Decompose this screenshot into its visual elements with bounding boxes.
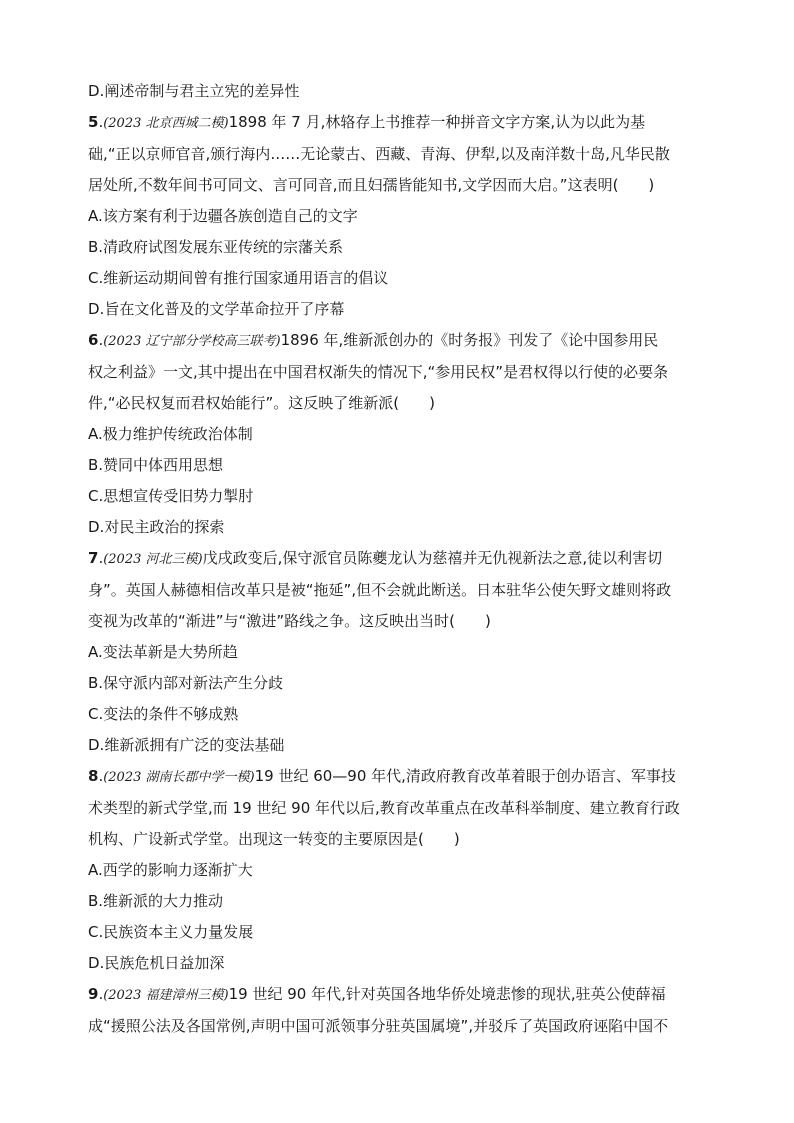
question-source: (2023 辽宁部分学校高三联考) bbox=[103, 334, 281, 349]
question-number: 7 bbox=[88, 549, 99, 567]
question-source: (2023 湖南长郡中学一模) bbox=[103, 770, 255, 785]
question-source: (2023 福建漳州三模) bbox=[103, 988, 229, 1003]
question-number: 8 bbox=[88, 767, 99, 785]
option-b: B.维新派的大力推动 bbox=[88, 892, 224, 910]
question-source: (2023 北京西城二模) bbox=[103, 116, 229, 131]
question-5-line-3: 居处所,不数年间书可同文、言可同音,而且妇孺皆能知书,文学因而大启。”这表明( ) bbox=[88, 176, 655, 194]
option-d: D.对民主政治的探索 bbox=[88, 518, 225, 536]
option-c: C.思想宣传受旧势力掣肘 bbox=[88, 487, 254, 505]
option-b: B.赞同中体西用思想 bbox=[88, 456, 224, 474]
question-text: 1898 年 7 月,林辂存上书推荐一种拼音文字方案,认为以此为基 bbox=[228, 113, 646, 131]
question-8-line-2: 术类型的新式学堂,而 19 世纪 90 年代以后,教育改革重点在改革科举制度、建立教育行政 bbox=[88, 799, 680, 817]
option-d-previous: D.阐述帝制与君主立宪的差异性 bbox=[88, 82, 300, 100]
option-a: A.该方案有利于边疆各族创造自己的文字 bbox=[88, 207, 358, 225]
question-6-line-3: 件,“必民权复而君权始能行”。这反映了维新派( ) bbox=[88, 394, 436, 412]
question-7-line-2: 身”。英国人赫德相信改革只是被“拖延”,但不会就此断送。日本驻华公使矢野文雄则将政 bbox=[88, 581, 672, 599]
option-a: A.极力维护传统政治体制 bbox=[88, 425, 253, 443]
question-text: 19 世纪 90 年代,针对英国各地华侨处境悲惨的现状,驻英公使薛福 bbox=[228, 985, 666, 1003]
question-8-line-3: 机构、广设新式学堂。出现这一转变的主要原因是( ) bbox=[88, 830, 460, 848]
option-c: C.变法的条件不够成熟 bbox=[88, 705, 239, 723]
question-text: 19 世纪 60—90 年代,清政府教育改革着眼于创办语言、军事技 bbox=[254, 767, 676, 785]
question-9-line-1: 9.(2023 福建漳州三模)19 世纪 90 年代,针对英国各地华侨处境悲惨的现状,驻英公使薛福 bbox=[88, 985, 666, 1003]
option-c: C.维新运动期间曾有推行国家通用语言的倡议 bbox=[88, 269, 389, 287]
question-number: 9 bbox=[88, 985, 99, 1003]
question-8-line-1: 8.(2023 湖南长郡中学一模)19 世纪 60—90 年代,清政府教育改革着眼于创办语言、军事技 bbox=[88, 767, 676, 785]
question-5-line-2: 础,“正以京师官音,颁行海内……无论蒙古、西藏、青海、伊犁,以及南洋数十岛,凡华民散 bbox=[88, 145, 670, 163]
question-source: (2023 河北三模) bbox=[103, 552, 203, 567]
option-d: D.维新派拥有广泛的变法基础 bbox=[88, 736, 285, 754]
option-a: A.西学的影响力逐渐扩大 bbox=[88, 861, 253, 879]
question-6-line-2: 权之利益》一文,其中提出在中国君权渐失的情况下,“参用民权”是君权得以行使的必要条 bbox=[88, 363, 669, 381]
question-5-line-1: 5.(2023 北京西城二模)1898 年 7 月,林辂存上书推荐一种拼音文字方案,认为以此为基 bbox=[88, 113, 646, 131]
question-6-line-1: 6.(2023 辽宁部分学校高三联考)1896 年,维新派创办的《时务报》刊发了《论中国参用民 bbox=[88, 331, 659, 349]
question-text: 1896 年,维新派创办的《时务报》刊发了《论中国参用民 bbox=[280, 331, 659, 349]
question-7-line-3: 变视为改革的“渐进”与“激进”路线之争。这反映出当时( ) bbox=[88, 612, 491, 630]
option-d: D.旨在文化普及的文学革命拉开了序幕 bbox=[88, 300, 345, 318]
question-text: 戊戌政变后,保守派官员陈夔龙认为慈禧并无仇视新法之意,徒以利害切 bbox=[202, 549, 663, 567]
option-a: A.变法革新是大势所趋 bbox=[88, 643, 238, 661]
option-c: C.民族资本主义力量发展 bbox=[88, 923, 254, 941]
question-7-line-1: 7.(2023 河北三模)戊戌政变后,保守派官员陈夔龙认为慈禧并无仇视新法之意,徒以利害切 bbox=[88, 549, 663, 567]
question-number: 6 bbox=[88, 331, 99, 349]
question-number: 5 bbox=[88, 113, 99, 131]
option-d: D.民族危机日益加深 bbox=[88, 954, 225, 972]
option-b: B.保守派内部对新法产生分歧 bbox=[88, 674, 284, 692]
question-9-line-2: 成“援照公法及各国常例,声明中国可派领事分驻英国属境”,并驳斥了英国政府诬陷中国不 bbox=[88, 1017, 669, 1035]
option-b: B.清政府试图发展东亚传统的宗藩关系 bbox=[88, 238, 344, 256]
